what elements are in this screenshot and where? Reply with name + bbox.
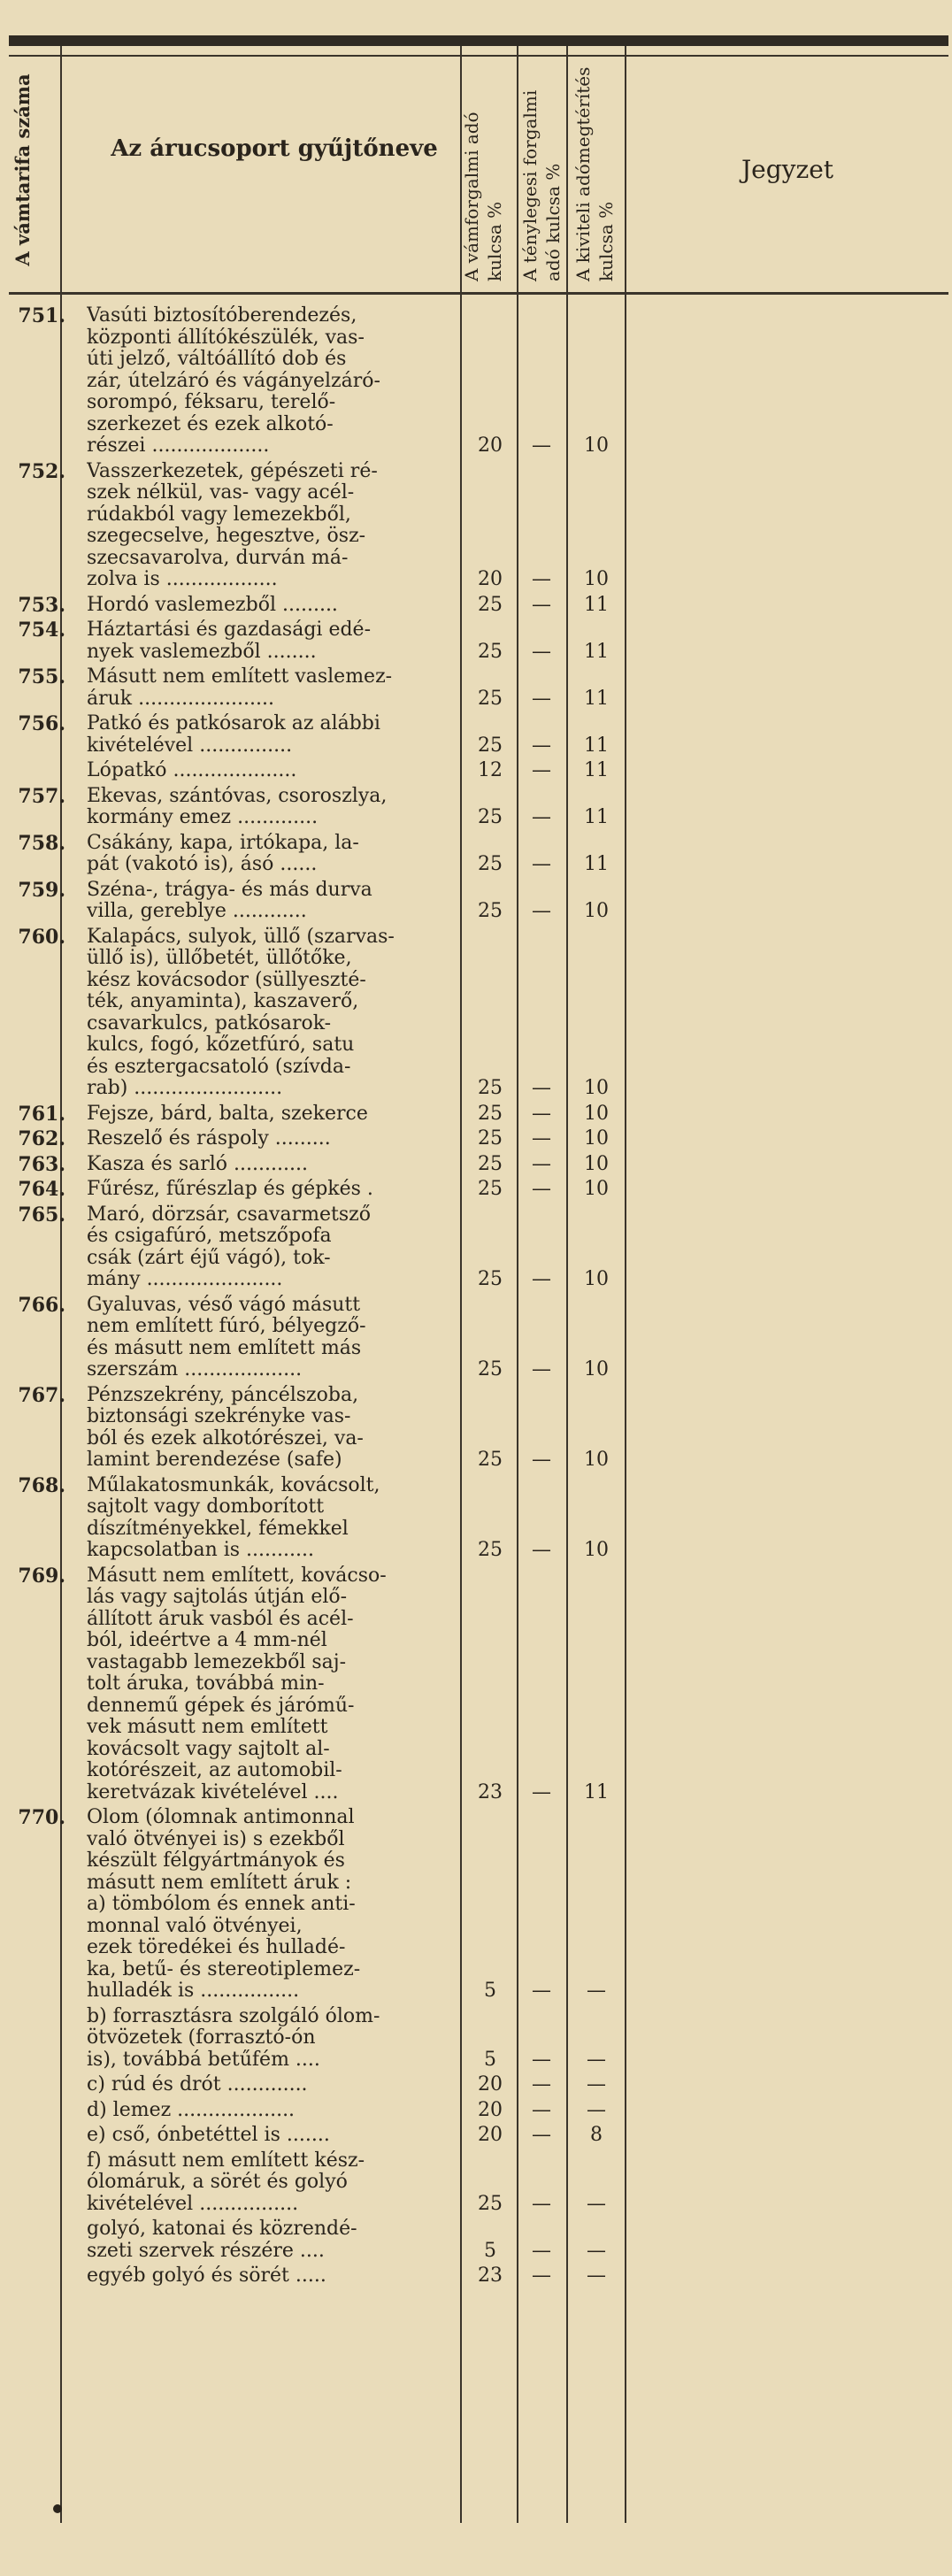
description-line: Széna-, trágya- és más durva xyxy=(87,879,372,901)
description-line: Másutt nem említett vaslemez- xyxy=(87,666,393,688)
table-row xyxy=(9,666,948,710)
goods-description xyxy=(87,1475,467,1562)
rate-tenyleges: — xyxy=(532,593,551,616)
description-line: áruk ...................... xyxy=(87,688,274,710)
table-row xyxy=(9,1179,948,1201)
description-line: rúdakból vagy lemezekből, xyxy=(87,504,351,526)
rate-kiviteli: 10 xyxy=(584,1102,609,1125)
table-row xyxy=(9,1295,948,1381)
description-line: szek nélkül, vas- vagy acél- xyxy=(87,482,355,504)
description-line: központi állítókészülék, vas- xyxy=(87,327,365,349)
goods-description xyxy=(87,2218,467,2262)
tariff-number: 755. xyxy=(18,665,65,688)
description-line: Fűrész, fűrészlap és gépkés . xyxy=(87,1179,373,1200)
rate-tenyleges: — xyxy=(532,1539,551,1561)
rate-tenyleges: — xyxy=(532,1268,551,1290)
tariff-number: 763. xyxy=(18,1152,65,1176)
rate-tenyleges: — xyxy=(532,687,551,710)
description-line: Háztartási és gazdasági edé- xyxy=(87,619,372,641)
rate-kiviteli: 10 xyxy=(584,1178,609,1200)
description-line: egyéb golyó és sörét ..... xyxy=(87,2265,326,2287)
rate-kiviteli: 10 xyxy=(584,1539,609,1561)
rate-vamforgalmi: 25 xyxy=(478,1077,503,1099)
table-row xyxy=(9,927,948,1100)
description-line: Hordó vaslemezből ......... xyxy=(87,594,338,616)
description-line: zolva is .................. xyxy=(87,569,278,590)
table-row xyxy=(9,2074,948,2096)
description-line: úti jelző, váltóállító dob és xyxy=(87,349,347,370)
description-line: ötvözetek (forrasztó-ón xyxy=(87,2027,316,2049)
table-row xyxy=(9,833,948,876)
rate-kiviteli: 11 xyxy=(584,640,609,663)
description-line: nem említett fúró, bélyegző- xyxy=(87,1316,366,1337)
rate-tenyleges: — xyxy=(532,2048,551,2071)
description-line: kivételével ................ xyxy=(87,2193,299,2215)
description-line: mány ...................... xyxy=(87,1269,283,1290)
description-line: kivételével ............... xyxy=(87,734,293,757)
top-rule-thick xyxy=(9,35,948,46)
table-row xyxy=(9,880,948,923)
header-separator xyxy=(9,292,948,295)
table-row xyxy=(9,1103,948,1126)
description-line: szecsavarolva, durván má- xyxy=(87,547,349,569)
table-row xyxy=(9,305,948,458)
rate-kiviteli: 11 xyxy=(584,806,609,828)
tariff-number: 769. xyxy=(18,1564,65,1588)
description-line: monnal való ötvényei, xyxy=(87,1915,303,1937)
rate-kiviteli: 10 xyxy=(584,568,609,590)
description-line: szeti szervek részére .... xyxy=(87,2240,325,2262)
goods-description xyxy=(87,2074,467,2096)
tariff-number: 757. xyxy=(18,784,65,808)
description-line: másutt nem említett áruk : xyxy=(87,1872,352,1894)
table-row xyxy=(9,1385,948,1472)
description-line: e) cső, ónbetéttel is ....... xyxy=(87,2125,330,2146)
description-line: Csákány, kapa, irtókapa, la- xyxy=(87,832,359,854)
goods-description xyxy=(87,1204,467,1291)
description-line: Műlakatosmunkák, kovácsolt, xyxy=(87,1474,380,1496)
rate-kiviteli: 11 xyxy=(584,1780,609,1803)
description-line: ték, anyaminta), kaszaverő, xyxy=(87,991,359,1012)
ink-dot xyxy=(53,2504,62,2513)
description-line: Patkó és patkósarok az alábbi xyxy=(87,713,380,734)
description-line: Maró, dörzsár, csavarmetsző xyxy=(87,1203,371,1226)
rate-vamforgalmi: 25 xyxy=(478,2192,503,2215)
tariff-number: 767. xyxy=(18,1383,65,1407)
rate-tenyleges: — xyxy=(532,2265,551,2287)
table-row xyxy=(9,595,948,617)
goods-description xyxy=(87,2150,467,2216)
tariff-number: 768. xyxy=(18,1473,65,1497)
tariff-number: 760. xyxy=(18,925,65,949)
description-line: csák (zárt éjű vágó), tok- xyxy=(87,1247,331,1269)
rate-vamforgalmi: 20 xyxy=(478,568,503,590)
description-line: a) tömbólom és ennek anti- xyxy=(87,1894,356,1915)
rate-tenyleges: — xyxy=(532,853,551,875)
description-line: díszítményekkel, fémekkel xyxy=(87,1518,349,1540)
goods-description xyxy=(87,713,467,757)
rate-vamforgalmi: 25 xyxy=(478,687,503,710)
table-row xyxy=(9,1204,948,1291)
description-line: részei ................... xyxy=(87,435,270,457)
header-rate1-col: A vámforgalmi adó kulcsa % xyxy=(461,111,505,281)
description-line: is), továbbá betűfém .... xyxy=(87,2049,320,2071)
rate-kiviteli: 10 xyxy=(584,1152,609,1175)
rate-kiviteli: — xyxy=(587,2048,606,2071)
description-line: ból és ezek alkotórészei, va- xyxy=(87,1427,364,1449)
description-line: sajtolt vagy domborított xyxy=(87,1496,325,1518)
description-line: Ólom (ólomnak antimonnal xyxy=(87,1807,355,1828)
description-line: Fejsze, bárd, balta, szekerce xyxy=(87,1103,368,1125)
description-line: kotórészeit, az automobil- xyxy=(87,1760,342,1781)
description-line: kulcs, fogó, kőzetfúró, satu xyxy=(87,1034,355,1056)
rate-vamforgalmi: 5 xyxy=(484,2048,496,2071)
table-row xyxy=(9,2125,948,2147)
description-line: üllő is), üllőbetét, üllőtőke, xyxy=(87,948,352,969)
goods-description xyxy=(87,927,467,1100)
goods-description xyxy=(87,305,467,458)
rate-tenyleges: — xyxy=(532,2124,551,2146)
table-row xyxy=(9,2218,948,2262)
goods-description xyxy=(87,760,467,782)
table-row xyxy=(9,461,948,591)
rate-tenyleges: — xyxy=(532,1178,551,1200)
description-line: lás vagy sajtolás útján elő- xyxy=(87,1587,348,1608)
rate-vamforgalmi: 25 xyxy=(478,853,503,875)
rate-kiviteli: 11 xyxy=(584,687,609,710)
rate-vamforgalmi: 25 xyxy=(478,734,503,757)
table-row xyxy=(9,2100,948,2122)
rate-tenyleges: — xyxy=(532,2098,551,2121)
description-line: ólomáruk, a sörét és golyó xyxy=(87,2172,348,2193)
goods-description xyxy=(87,2100,467,2122)
tariff-number: 753. xyxy=(18,593,65,617)
goods-description xyxy=(87,1295,467,1381)
description-line: Lópatkó .................... xyxy=(87,760,297,781)
description-line: rab) ........................ xyxy=(87,1078,283,1099)
description-line: ezek töredékei és hulladé- xyxy=(87,1937,346,1958)
rate-kiviteli: 10 xyxy=(584,1268,609,1290)
description-line: sorompó, féksaru, terelő- xyxy=(87,392,336,413)
rate-tenyleges: — xyxy=(532,900,551,922)
table-row xyxy=(9,713,948,757)
tariff-number: 751. xyxy=(18,304,65,327)
table-row xyxy=(9,2150,948,2216)
description-line: ka, betű- és stereotiplemez- xyxy=(87,1958,361,1980)
rate-vamforgalmi: 25 xyxy=(478,1178,503,1200)
rate-tenyleges: — xyxy=(532,2192,551,2215)
description-line: d) lemez ................... xyxy=(87,2099,296,2121)
rate-tenyleges: — xyxy=(532,640,551,663)
description-line: keretvázak kivételével .... xyxy=(87,1781,339,1803)
goods-description xyxy=(87,1807,467,2003)
rate-tenyleges: — xyxy=(532,1102,551,1125)
goods-description xyxy=(87,1565,467,1804)
rate-tenyleges: — xyxy=(532,759,551,781)
goods-description xyxy=(87,786,467,829)
rate-kiviteli: 10 xyxy=(584,434,609,457)
rate-kiviteli: — xyxy=(587,2098,606,2121)
description-line: pát (vakotó is), ásó ...... xyxy=(87,854,318,875)
description-line: való ötvényei is) s ezekből xyxy=(87,1828,345,1850)
description-line: tolt áruka, továbbá min- xyxy=(87,1673,325,1695)
description-line: ból, ideértve a 4 mm-nél xyxy=(87,1630,327,1651)
description-line: Gyaluvas, véső vágó másutt xyxy=(87,1294,361,1316)
rate-vamforgalmi: 25 xyxy=(478,1539,503,1561)
table-row xyxy=(9,2265,948,2288)
rate-tenyleges: — xyxy=(532,1449,551,1471)
tariff-number: 766. xyxy=(18,1293,65,1317)
goods-description xyxy=(87,1179,467,1201)
description-line: hulladék is ................ xyxy=(87,1980,300,2002)
description-line: golyó, katonai és közrendé- xyxy=(87,2218,357,2240)
rate-vamforgalmi: 12 xyxy=(478,759,503,781)
rate-tenyleges: — xyxy=(532,806,551,828)
table-row xyxy=(9,1475,948,1562)
header-number-col: A vámtarifa száma xyxy=(12,73,34,266)
rate-kiviteli: 11 xyxy=(584,759,609,781)
goods-description xyxy=(87,2265,467,2288)
description-line: és csigafúró, metszőpofa xyxy=(87,1226,332,1247)
rate-tenyleges: — xyxy=(532,1980,551,2002)
goods-description xyxy=(87,1103,467,1126)
table-row xyxy=(9,760,948,782)
tariff-number: 754. xyxy=(18,619,65,642)
rate-vamforgalmi: 5 xyxy=(484,1980,496,2002)
description-line: vastagabb lemezekből saj- xyxy=(87,1651,347,1673)
rate-kiviteli: 10 xyxy=(584,1358,609,1380)
description-line: villa, gereblye ............ xyxy=(87,901,307,922)
table-row xyxy=(9,786,948,829)
description-line: és esztergacsatoló (szívda- xyxy=(87,1056,351,1078)
goods-description xyxy=(87,1385,467,1472)
tariff-number: 761. xyxy=(18,1102,65,1126)
description-line: szegecselve, hegesztve, ösz- xyxy=(87,526,366,547)
description-line: kovácsolt vagy sajtolt al- xyxy=(87,1738,330,1760)
description-line: biztonsági szekrényke vas- xyxy=(87,1406,351,1427)
tariff-number: 756. xyxy=(18,712,65,735)
rate-tenyleges: — xyxy=(532,1780,551,1803)
description-line: f) másutt nem említett kész- xyxy=(87,2149,365,2172)
rate-tenyleges: — xyxy=(532,734,551,757)
description-line: Vasszerkezetek, gépészeti ré- xyxy=(87,460,378,482)
rate-tenyleges: — xyxy=(532,2073,551,2095)
description-line: Kasza és sarló ............ xyxy=(87,1153,308,1175)
goods-description xyxy=(87,595,467,617)
goods-description xyxy=(87,619,467,663)
header-note-col: Jegyzet xyxy=(741,155,834,184)
tariff-number: 765. xyxy=(18,1203,65,1226)
goods-description xyxy=(87,880,467,923)
description-line: kormány emez ............. xyxy=(87,807,319,828)
rate-kiviteli: 8 xyxy=(590,2124,603,2146)
rate-vamforgalmi: 20 xyxy=(478,2098,503,2121)
goods-description xyxy=(87,2006,467,2072)
description-line: c) rúd és drót ............. xyxy=(87,2074,308,2095)
rate-vamforgalmi: 20 xyxy=(478,2124,503,2146)
tariff-number: 752. xyxy=(18,459,65,483)
rate-vamforgalmi: 25 xyxy=(478,1358,503,1380)
rate-tenyleges: — xyxy=(532,434,551,457)
description-line: nyek vaslemezből ........ xyxy=(87,641,317,663)
rate-vamforgalmi: 5 xyxy=(484,2239,496,2262)
header-rate3-col: A kiviteli adómegtérítés kulcsa % xyxy=(572,66,617,281)
description-line: kapcsolatban is ........... xyxy=(87,1540,314,1561)
rate-vamforgalmi: 25 xyxy=(478,640,503,663)
rate-kiviteli: — xyxy=(587,2239,606,2262)
description-line: szerkezet és ezek alkotó- xyxy=(87,413,334,435)
goods-description xyxy=(87,1154,467,1176)
goods-description xyxy=(87,833,467,876)
rate-kiviteli: 10 xyxy=(584,900,609,922)
rate-tenyleges: — xyxy=(532,1077,551,1099)
description-line: és másutt nem említett más xyxy=(87,1337,362,1359)
rate-kiviteli: 10 xyxy=(584,1449,609,1471)
description-line: dennemű gépek és járómű- xyxy=(87,1695,355,1717)
description-line: zár, útelzáró és vágányelzáró- xyxy=(87,370,380,392)
rate-vamforgalmi: 23 xyxy=(478,2265,503,2287)
rate-kiviteli: — xyxy=(587,2073,606,2095)
description-line: szerszám ................... xyxy=(87,1359,303,1380)
rate-tenyleges: — xyxy=(532,1358,551,1380)
description-line: kész kovácsodor (süllyeszté- xyxy=(87,969,366,991)
description-line: Reszelő és ráspoly ......... xyxy=(87,1128,331,1150)
rate-vamforgalmi: 25 xyxy=(478,1102,503,1125)
description-line: készült félgyártmányok és xyxy=(87,1850,345,1872)
rate-vamforgalmi: 20 xyxy=(478,434,503,457)
description-line: lamint berendezése (safe) xyxy=(87,1449,342,1471)
description-line: állított áruk vasból és acél- xyxy=(87,1608,354,1630)
rate-tenyleges: — xyxy=(532,568,551,590)
tariff-number: 762. xyxy=(18,1127,65,1150)
rate-vamforgalmi: 25 xyxy=(478,900,503,922)
rate-vamforgalmi: 25 xyxy=(478,806,503,828)
rate-kiviteli: 10 xyxy=(584,1077,609,1099)
rate-tenyleges: — xyxy=(532,1152,551,1175)
rate-vamforgalmi: 25 xyxy=(478,1127,503,1150)
table-row xyxy=(9,619,948,663)
goods-description xyxy=(87,1128,467,1150)
tariff-number: 758. xyxy=(18,831,65,855)
rate-vamforgalmi: 25 xyxy=(478,1268,503,1290)
description-line: b) forrasztásra szolgáló ólom- xyxy=(87,2005,380,2027)
description-line: Kalapács, sulyok, üllő (szarvas- xyxy=(87,926,395,948)
description-line: Másutt nem említett, kovácso- xyxy=(87,1565,387,1587)
rate-kiviteli: 11 xyxy=(584,734,609,757)
description-line: vek másutt nem említett xyxy=(87,1717,328,1738)
rate-kiviteli: — xyxy=(587,1980,606,2002)
rate-kiviteli: 11 xyxy=(584,853,609,875)
header-rate2-col: A ténylegesi forgalmi adó kulcsa % xyxy=(519,89,564,281)
table-row xyxy=(9,1128,948,1150)
description-line: Ekevas, szántóvas, csoroszlya, xyxy=(87,785,388,807)
rate-vamforgalmi: 25 xyxy=(478,1449,503,1471)
table-row xyxy=(9,1807,948,2003)
rate-vamforgalmi: 23 xyxy=(478,1780,503,1803)
rate-vamforgalmi: 25 xyxy=(478,1152,503,1175)
top-rule-thin xyxy=(9,55,948,57)
description-line: Pénzszekrény, páncélszoba, xyxy=(87,1384,359,1406)
table-row xyxy=(9,2006,948,2072)
rate-kiviteli: — xyxy=(587,2192,606,2215)
table-row xyxy=(9,1565,948,1804)
rate-kiviteli: 10 xyxy=(584,1127,609,1150)
rate-tenyleges: — xyxy=(532,1127,551,1150)
tariff-number: 759. xyxy=(18,878,65,902)
goods-description xyxy=(87,666,467,710)
tariff-number: 770. xyxy=(18,1806,65,1829)
rate-tenyleges: — xyxy=(532,2239,551,2262)
rate-kiviteli: — xyxy=(587,2265,606,2287)
rate-vamforgalmi: 20 xyxy=(478,2073,503,2095)
goods-description xyxy=(87,2125,467,2147)
tariff-number: 764. xyxy=(18,1178,65,1201)
rate-vamforgalmi: 25 xyxy=(478,593,503,616)
table-row xyxy=(9,1154,948,1176)
description-line: csavarkulcs, patkósarok- xyxy=(87,1012,332,1034)
rate-kiviteli: 11 xyxy=(584,593,609,616)
header-name-col: Az árucsoport gyűjtőneve xyxy=(111,135,438,162)
goods-description xyxy=(87,461,467,591)
description-line: Vasúti biztosítóberendezés, xyxy=(87,305,357,327)
